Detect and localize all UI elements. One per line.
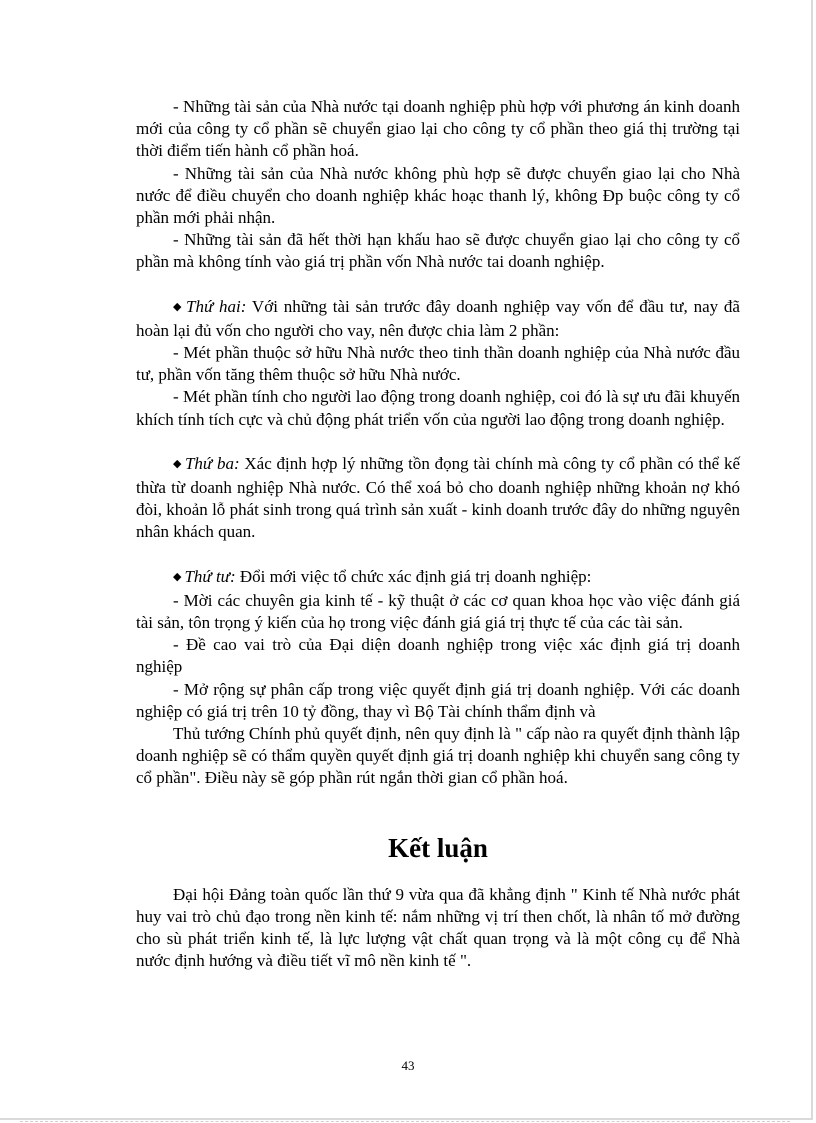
- section-fourth-label: Thứ tư:: [184, 566, 236, 586]
- section-fourth: [136, 566, 740, 590]
- conclusion-text: Đại hội Đảng toàn quốc lần thứ 9 vừa qua đã khẳng định " Kinh tế Nhà nước phát huy vai trò chủ đạo trong nền kinh tế: nắm những vị trí then chốt, là nhân tố mở đường cho sù phát triển kinh tế, là lực lượng vật chất quan trọng và là một công cụ để Nhà nước định hướng và điều tiết vĩ mô nền kinh tế ".: [136, 884, 740, 971]
- bottom-divider: [20, 1121, 790, 1122]
- paragraph-assets-unsuitable: - Những tài sản của Nhà nước không phù hợp sẽ được chuyển giao lại cho Nhà nước để điều chuyển cho doanh nghiệp khác hoạc thanh lý, không Đp buộc công ty cổ phần mới phải nhận.: [136, 163, 740, 228]
- paragraph-assets-suitable: - Những tài sản của Nhà nước tại doanh nghiệp phù hợp với phương án kinh doanh mới của công ty cổ phần sẽ chuyển giao lại cho công ty cổ phần theo giá thị trường tại thời điểm tiến hành cổ phần hoá.: [136, 97, 740, 161]
- paragraph-assets-depreciated: - Những tài sản đã hết thời hạn khấu hao sẽ được chuyển giao lại cho công ty cổ phần mà không tính vào giá trị phần vốn Nhà nước tai doanh nghiệp.: [136, 230, 740, 272]
- section-second-text: Với những tài sản trước đây doanh nghiệp vay vốn để đầu tư, nay đã hoàn lại đủ vốn cho người cho vay, nên được chia làm 2 phần:: [136, 296, 740, 340]
- paragraph-decentralize: - Mở rộng sự phân cấp trong việc quyết định giá trị doanh nghiệp. Với các doanh nghiệp có giá trị trên 10 tỷ đồng, thay vì Bộ Tài chính thẩm định và: [136, 679, 740, 721]
- paragraph-representative: - Đề cao vai trò của Đại diện doanh nghiệp trong việc xác định giá trị doanh nghiệp: [136, 635, 740, 677]
- section-third-label: Thứ ba:: [184, 453, 240, 473]
- section-third-text: Xác định hợp lý những tồn đọng tài chính mà công ty cổ phần có thể kế thừa từ doanh nghiệp Nhà nước. Có thể xoá bỏ cho doanh nghiệp những khoản nợ khó đòi, khoản lỗ phát sinh trong quá trình sản xuất - kinh doanh trước đây do những nguyên nhân khách quan.: [136, 453, 740, 542]
- diamond-bullet-icon: ◆: [173, 300, 184, 313]
- paragraph-prime-minister: Thủ tướng Chính phủ quyết định, nên quy định là " cấp nào ra quyết định thành lập doanh nghiệp sẽ có thẩm quyền quyết định giá trị doanh nghiệp khi chuyển sang công ty cổ phần". Điều này sẽ góp phần rút ngắn thời gian cổ phần hoá.: [136, 724, 740, 788]
- paragraph-state-share: - Mét phần thuộc sở hữu Nhà nước theo tinh thần doanh nghiệp của Nhà nước đầu tư, phần vốn tăng thêm thuộc sở hữu Nhà nước.: [136, 343, 740, 385]
- page-number: 43: [401, 1058, 415, 1073]
- diamond-bullet-icon: ◆: [173, 570, 182, 583]
- paragraph-experts: - Mời các chuyên gia kinh tế - kỹ thuật ở các cơ quan khoa học vào việc đánh giá tài sản, tôn trọng ý kiến của họ trong việc đánh giá giá trị thực tế của các tài sản.: [136, 590, 740, 633]
- conclusion-heading: Kết luận: [388, 832, 488, 863]
- diamond-bullet-icon: ◆: [173, 457, 182, 470]
- section-second: [136, 296, 740, 342]
- section-fourth-text: Đổi mới việc tổ chức xác định giá trị doanh nghiệp:: [235, 566, 592, 586]
- document-body: [136, 96, 740, 973]
- section-third: [136, 453, 740, 544]
- section-second-label: Thứ hai:: [186, 296, 247, 316]
- paragraph-worker-share: - Mét phần tính cho người lao động trong doanh nghiệp, coi đó là sự ưu đãi khuyến khích tính tích cực và chủ động phát triển vốn của người lao động trong doanh nghiệp.: [136, 387, 740, 429]
